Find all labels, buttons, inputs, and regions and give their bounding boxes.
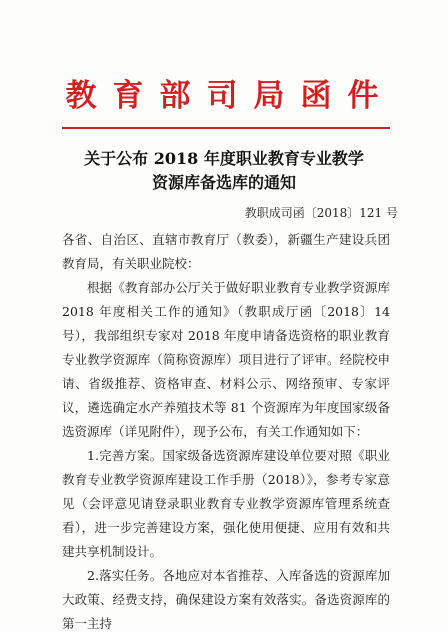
paragraph-item-1: 1.完善方案。国家级备选资源库建设单位要对照《职业教育专业教学资源库建设工作手册（2018）》，参考专家意见（会评意见请登录职业教育专业教学资源库管理系统查看），进一步完善建设方案，强化使用便捷、应用有效和共建共享机制设计。	[62, 448, 390, 559]
document-body	[62, 228, 390, 636]
salutation: 各省、自治区、直辖市教育厅（教委），新疆生产建设兵团教育局，有关职业院校：	[62, 232, 390, 271]
title-line-2: 资源库备选库的通知	[151, 173, 296, 192]
paragraph-item-2: 2.落实任务。各地应对本省推荐、入库备选的资源库加大政策、经费支持，确保建设方案有效落实。备选资源库的第一主持	[62, 568, 390, 631]
title-line-1: 关于公布 2018 年度职业教育专业教学	[84, 149, 364, 168]
document-title	[0, 147, 448, 195]
letterhead: 教育部司局函件	[65, 78, 395, 114]
letterhead-rule	[62, 127, 390, 129]
paragraph-intro: 根据《教育部办公厅关于做好职业教育专业教学资源库 2018 年度相关工作的通知》（教职成厅函〔2018〕14 号），我部组织专家对 2018 年度申请备选资格的职业教育专业教学资源库（简称资源库）项目进行了评审。经院校申请、省级推荐、资格审查、材料公示、网络预审、专家评议，遴选确定水产养殖技术等 81 个资源库为年度国家级备选资源库（详见附件），现予公布，有关工作通知如下：	[62, 280, 390, 439]
document-number: 教职成司函〔2018〕121 号	[244, 206, 398, 220]
